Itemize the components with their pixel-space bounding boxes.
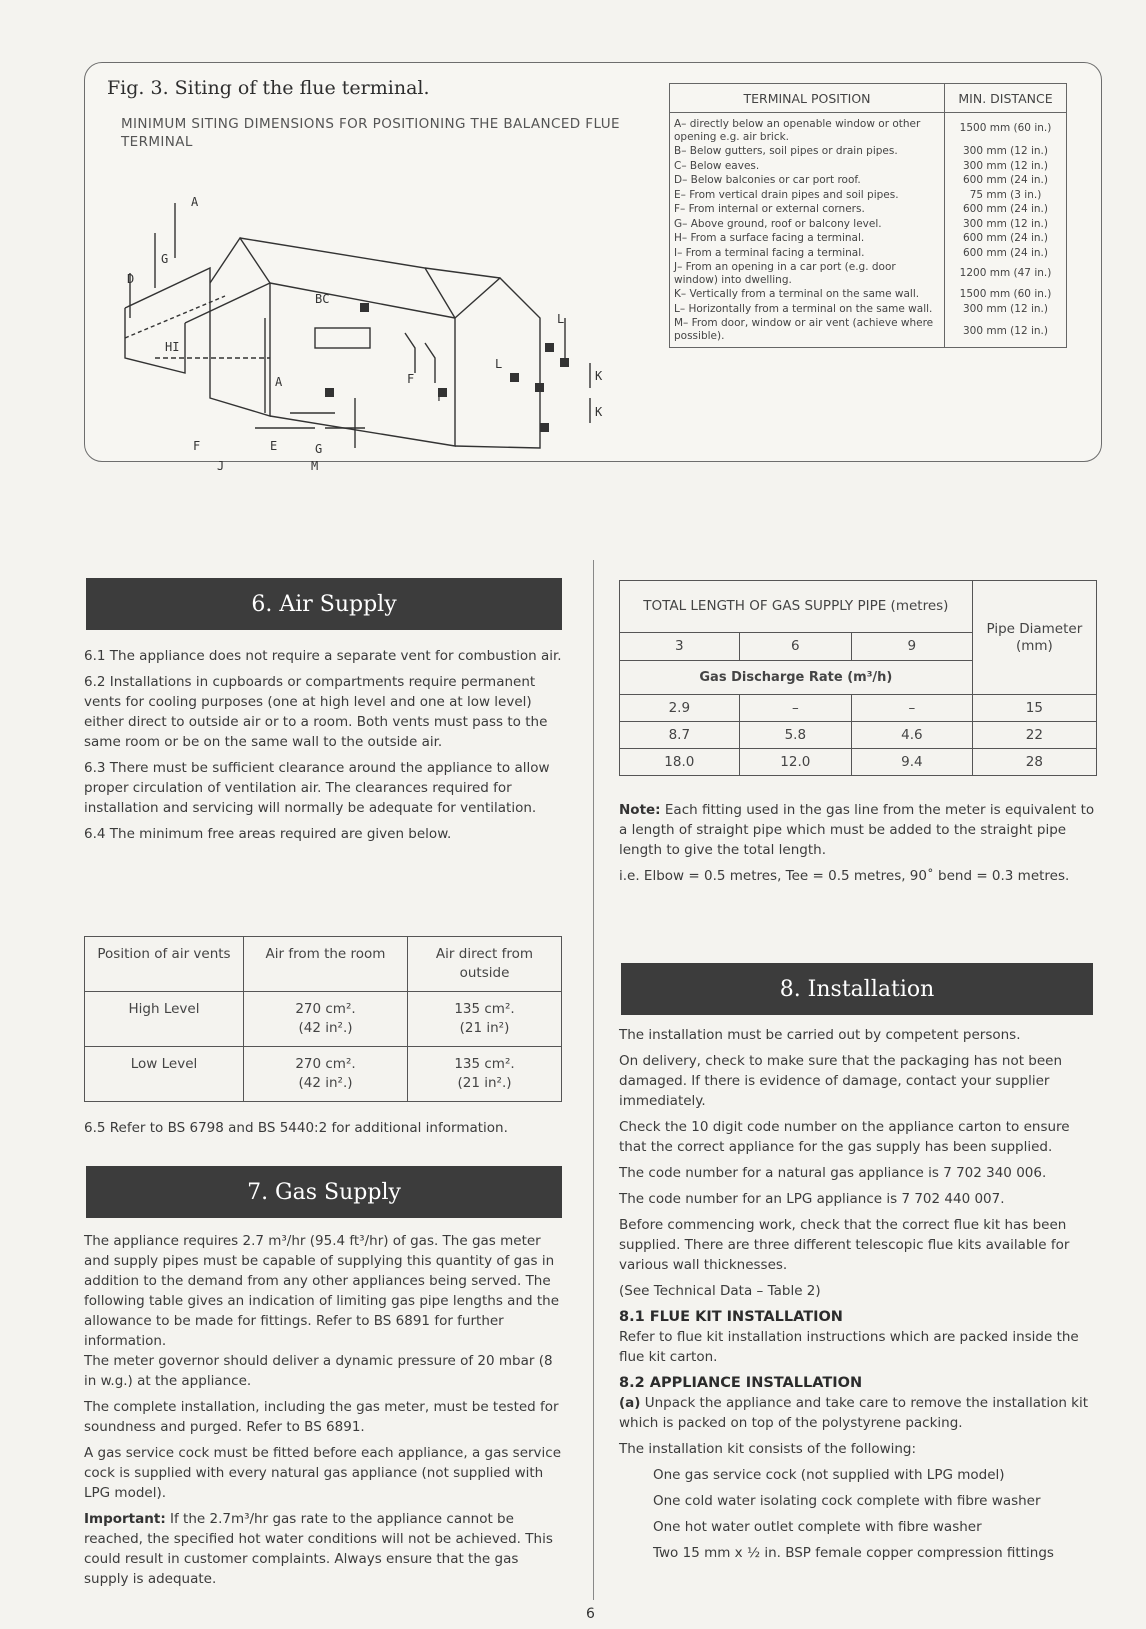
diagram-label-hi: HI	[165, 340, 180, 354]
col-air-from-room: Air from the room	[244, 937, 408, 992]
table-row: C– Below eaves. 300 mm (12 in.)	[670, 159, 1067, 174]
header-total-length: TOTAL LENGTH OF GAS SUPPLY PIPE (metres)	[620, 581, 973, 633]
table-row: 18.0 12.0 9.4 28	[620, 749, 1097, 776]
diagram-label-f3: F	[193, 439, 201, 453]
air-vent-table	[84, 936, 562, 1102]
diagram-label-m: M	[311, 459, 319, 473]
para-6-1: 6.1 The appliance does not require a separate vent for combustion air.	[84, 648, 562, 664]
install-para-1: The installation must be carried out by competent persons.	[619, 1027, 1021, 1043]
diagram-label-d: D	[127, 272, 135, 286]
install-para-6: Before commencing work, check that the correct flue kit has been supplied. There are three different telescopic flue kits available for various wall thicknesses.	[619, 1217, 1070, 1273]
table-row: L– Horizontally from a terminal on the same wall. 300 mm (12 in.)	[670, 302, 1067, 317]
note-para: Note: Each fitting used in the gas line from the meter is equivalent to a length of straight pipe which must be added to the straight pipe length to give the total length.	[619, 802, 1095, 858]
table-row: M– From door, window or air vent (achieve where possible). 300 mm (12 in.)	[670, 316, 1067, 348]
heading-8-1: 8.1 FLUE KIT INSTALLATION	[619, 1309, 843, 1325]
diagram-label-l2: L	[495, 357, 503, 371]
kit-intro: The installation kit consists of the following:	[619, 1441, 917, 1457]
para-6-5: 6.5 Refer to BS 6798 and BS 5440:2 for additional information.	[84, 1120, 508, 1136]
list-item: One cold water isolating cock complete with fibre washer	[653, 1493, 1041, 1509]
gas-supply-text	[84, 1231, 564, 1595]
install-para-7: (See Technical Data – Table 2)	[619, 1283, 821, 1299]
list-item: One gas service cock (not supplied with LPG model)	[653, 1467, 1005, 1483]
figure-title: Fig. 3. Siting of the flue terminal.	[107, 77, 430, 99]
terminal-distance-table	[669, 83, 1067, 348]
table-row: 2.9 – – 15	[620, 695, 1097, 722]
note-text	[619, 800, 1097, 892]
installation-heading: 8. Installation	[621, 963, 1093, 1015]
table-row: Low Level 270 cm². (42 in².) 135 cm². (21 in².)	[85, 1047, 562, 1102]
diagram-label-bc: BC	[315, 292, 330, 306]
col-min-distance: MIN. DISTANCE	[945, 84, 1067, 113]
figure-panel	[84, 62, 1102, 473]
house-diagram	[115, 158, 603, 473]
diagram-label-f2: F	[437, 390, 445, 404]
table-row: A– directly below an openable window or other opening e.g. air brick. 1500 mm (60 in.)	[670, 113, 1067, 145]
table-row: G– Above ground, roof or balcony level. 300 mm (12 in.)	[670, 217, 1067, 232]
air-supply-heading: 6. Air Supply	[86, 578, 562, 630]
page-number: 6	[586, 1606, 595, 1622]
diagram-label-k2: K	[595, 405, 603, 419]
table-row: K– Vertically from a terminal on the same wall. 1500 mm (60 in.)	[670, 287, 1067, 302]
diagram-label-e: E	[270, 439, 278, 453]
column-divider	[593, 560, 594, 1600]
col-terminal-position: TERMINAL POSITION	[670, 84, 945, 113]
para-8-2: (a) Unpack the appliance and take care to remove the installation kit which is packed on top of the polystyrene packing.	[619, 1395, 1089, 1431]
table-row: High Level 270 cm². (42 in².) 135 cm². (21 in²)	[85, 992, 562, 1047]
table-row: 8.7 5.8 4.6 22	[620, 722, 1097, 749]
para-8-1: Refer to flue kit installation instructions which are packed inside the flue kit carton.	[619, 1329, 1079, 1365]
install-para-3: Check the 10 digit code number on the appliance carton to ensure that the correct appliance for the gas supply has been supplied.	[619, 1119, 1070, 1155]
para-6-3: 6.3 There must be sufficient clearance around the appliance to allow proper circulation of ventilation air. The clearances required for installation and servicing will normally be adequate for ventilation.	[84, 760, 550, 816]
diagram-label-a: A	[191, 195, 199, 209]
gas-pipe-table: TOTAL LENGTH OF GAS SUPPLY PIPE (metres) Pipe Diameter (mm) 3 6 9 Gas Discharge Rate (m³/h) 2.9 – – 15 8.7 5.8 4.6 22 18.0 12.0 9.4 28	[619, 580, 1097, 776]
table-row: F– From internal or external corners. 600 mm (24 in.)	[670, 202, 1067, 217]
diagram-label-a2: A	[275, 375, 283, 389]
installation-text	[619, 1025, 1099, 1569]
diagram-label-g: G	[161, 252, 169, 266]
install-para-4: The code number for a natural gas appliance is 7 702 340 006.	[619, 1165, 1047, 1181]
gas-para-4: A gas service cock must be fitted before each appliance, a gas service cock is supplied with every natural gas appliance (not supplied with LPG model).	[84, 1445, 562, 1501]
diagram-label-g2: G	[315, 442, 323, 456]
gas-para-3: The complete installation, including the gas meter, must be tested for soundness and purged. Refer to BS 6891.	[84, 1399, 559, 1435]
table-row: B– Below gutters, soil pipes or drain pipes. 300 mm (12 in.)	[670, 144, 1067, 159]
col-air-outside: Air direct from outside	[408, 937, 562, 992]
col-vent-position: Position of air vents	[85, 937, 244, 992]
gas-para-2: The meter governor should deliver a dynamic pressure of 20 mbar (8 in w.g.) at the appliance.	[84, 1353, 553, 1389]
para-6-4: 6.4 The minimum free areas required are given below.	[84, 826, 452, 842]
table-row: E– From vertical drain pipes and soil pipes. 75 mm (3 in.)	[670, 188, 1067, 203]
table-row: D– Below balconies or car port roof. 600 mm (24 in.)	[670, 173, 1067, 188]
list-item: One hot water outlet complete with fibre washer	[653, 1519, 982, 1535]
list-item: Two 15 mm x ½ in. BSP female copper compression fittings	[653, 1545, 1054, 1561]
para-6-2: 6.2 Installations in cupboards or compartments require permanent vents for cooling purposes (one at high level and one at low level) either direct to outside air or to a room. Both vents must pass to the same room or be on the same wall to the outside air.	[84, 674, 548, 750]
install-para-2: On delivery, check to make sure that the packaging has not been damaged. If there is evidence of damage, contact your supplier immediately.	[619, 1053, 1063, 1109]
diagram-label-f1: F	[407, 372, 415, 386]
diagram-label-l: L	[557, 312, 565, 326]
install-para-5: The code number for an LPG appliance is 7 702 440 007.	[619, 1191, 1005, 1207]
diagram-label-k1: K	[595, 369, 603, 383]
table-row: I– From a terminal facing a terminal. 600 mm (24 in.)	[670, 246, 1067, 261]
figure-subtitle: MINIMUM SITING DIMENSIONS FOR POSITIONING THE BALANCED FLUE TERMINAL	[121, 116, 620, 150]
table-row: J– From an opening in a car port (e.g. door window) into dwelling. 1200 mm (47 in.)	[670, 260, 1067, 287]
gas-para-important: Important: If the 2.7m³/hr gas rate to the appliance cannot be reached, the specified hot water conditions will not be achieved. This could result in customer complaints. Always ensure that the gas supply is adequate.	[84, 1511, 553, 1587]
diagram-label-j: J	[217, 459, 225, 473]
note-example: i.e. Elbow = 0.5 metres, Tee = 0.5 metres, 90˚ bend = 0.3 metres.	[619, 868, 1070, 884]
table-row: H– From a surface facing a terminal. 600 mm (24 in.)	[670, 231, 1067, 246]
gas-para-1: The appliance requires 2.7 m³/hr (95.4 ft³/hr) of gas. The gas meter and supply pipes must be capable of supplying this quantity of gas in addition to the demand from any other appliances being served. The following table gives an indication of limiting gas pipe lengths and the allowance to be made for fittings. Refer to BS 6891 for further information.	[84, 1233, 560, 1349]
heading-8-2: 8.2 APPLIANCE INSTALLATION	[619, 1375, 863, 1391]
terminal-table-body	[670, 113, 1067, 348]
air-supply-text	[84, 646, 564, 850]
header-pipe-diameter: Pipe Diameter (mm)	[972, 581, 1096, 695]
gas-supply-heading: 7. Gas Supply	[86, 1166, 562, 1218]
